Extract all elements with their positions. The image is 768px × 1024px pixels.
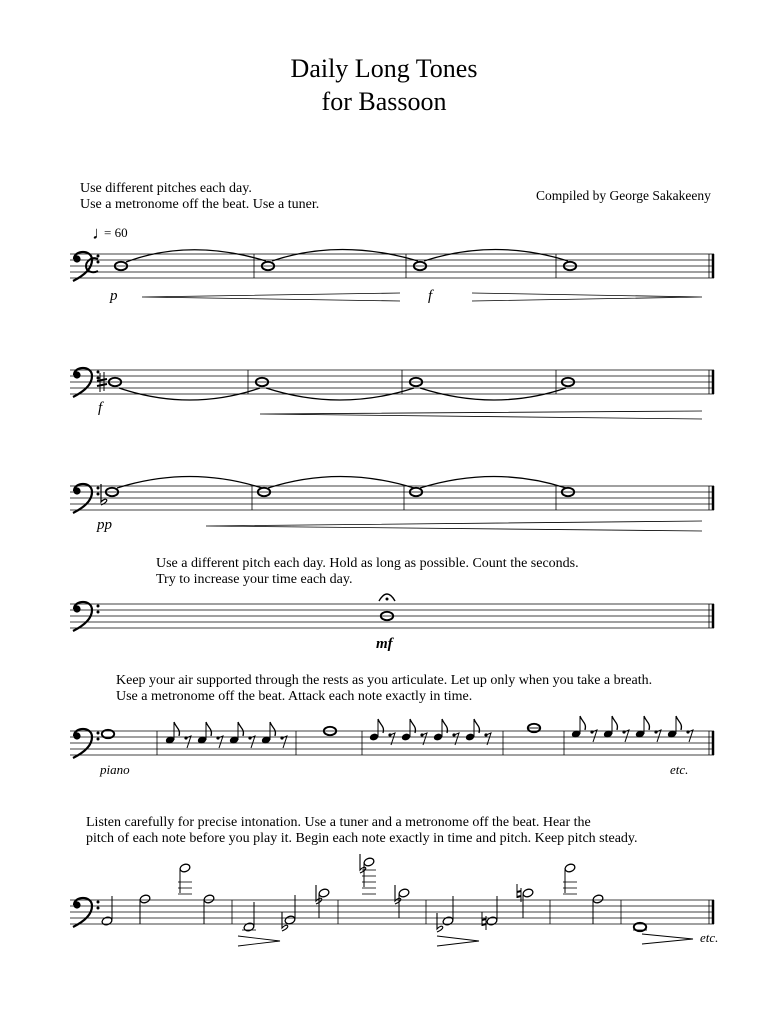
ex4-instruction-1: Use a different pitch each day. Hold as long as possible. Count the seconds. (156, 556, 579, 571)
piece-subtitle: for Bassoon (321, 87, 447, 116)
tempo-mark: = 60 (104, 225, 128, 240)
fermata-icon (379, 594, 395, 601)
ex6-instruction-1: Listen carefully for precise intonation. Use a tuner and a metronome off the beat. Hear the (86, 815, 591, 830)
staff-5 (70, 716, 714, 758)
dynamic-ex1-start: p (110, 288, 118, 304)
etc-ex6: etc. (700, 930, 719, 945)
ex5-instruction-1: Keep your air supported through the rests as you articulate. Let up only when you take a breath. (116, 673, 653, 688)
intro-instruction-2: Use a metronome off the beat. Use a tuner. (80, 197, 320, 212)
dynamic-ex3-start: pp (97, 517, 112, 533)
dynamic-ex1-mid: f (428, 288, 433, 304)
staff-1 (70, 250, 714, 302)
ex5-instruction-2: Use a metronome off the beat. Attack each note exactly in time. (116, 689, 473, 704)
staff-6 (70, 854, 714, 946)
staff-2 (70, 368, 714, 419)
staff-4 (70, 594, 714, 631)
dynamic-ex5-word: piano (100, 762, 130, 777)
intro-instruction-1: Use different pitches each day. (80, 181, 252, 196)
compiler-credit: Compiled by George Sakakeeny (536, 188, 711, 203)
quarter-note-icon: ♩ (92, 223, 110, 243)
piece-title: Daily Long Tones (290, 54, 478, 83)
ex4-instruction-2: Try to increase your time each day. (156, 572, 353, 587)
dynamic-ex2-start: f (98, 400, 103, 416)
staff-3 (70, 477, 714, 532)
dynamic-ex4: mf (376, 636, 393, 652)
etc-ex5: etc. (670, 762, 689, 777)
ex6-instruction-2: pitch of each note before you play it. Begin each note exactly in time and pitch. Keep pitch steady. (86, 831, 638, 846)
